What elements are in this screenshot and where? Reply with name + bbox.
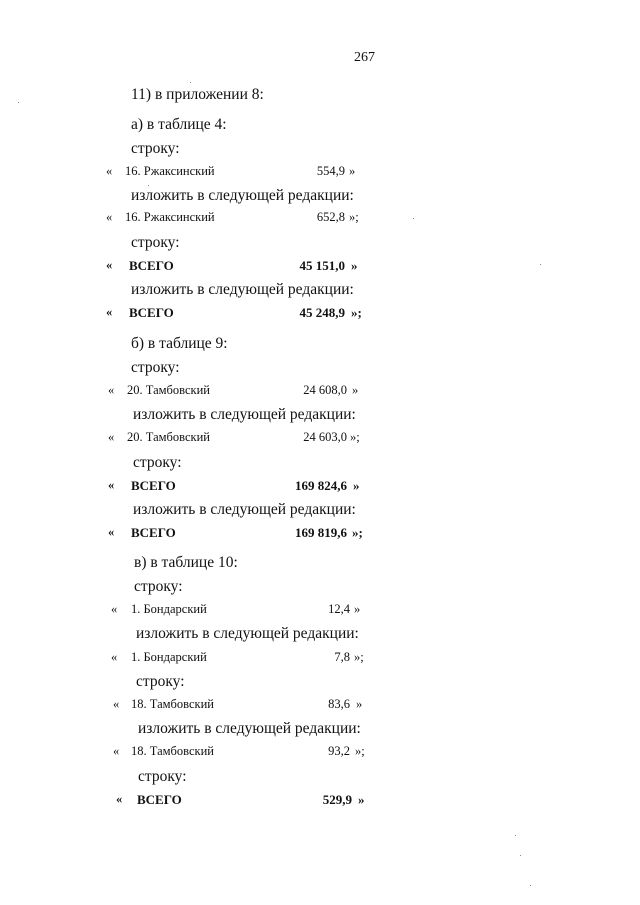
stroku-label: строку: [133, 454, 182, 471]
open-quote: « [108, 383, 115, 397]
row-name: 18. Тамбовский [131, 697, 214, 711]
open-quote: « [106, 258, 113, 272]
stroku-label: строку: [138, 768, 187, 785]
open-quote: « [106, 210, 113, 224]
row-name: 16. Ржаксинский [125, 210, 215, 224]
row-value: 45 151,0 [299, 258, 345, 273]
close-quote: »; [349, 210, 359, 224]
open-quote: « [116, 792, 123, 806]
open-quote: « [108, 430, 115, 444]
section-heading-c: в) в таблице 10: [134, 554, 238, 571]
izlozhit-label: изложить в следующей редакции: [133, 501, 356, 518]
row-value: 83,6 [328, 697, 350, 711]
scan-speck [530, 885, 531, 886]
row-value: 652,8 [316, 210, 345, 224]
izlozhit-label: изложить в следующей редакции: [138, 720, 361, 737]
open-quote: « [108, 478, 115, 492]
open-quote: « [111, 602, 118, 616]
stroku-label: строку: [131, 359, 180, 376]
izlozhit-label: изложить в следующей редакции: [136, 625, 359, 642]
row-name: 20. Тамбовский [127, 430, 210, 444]
page-number: 267 [354, 50, 375, 65]
izlozhit-label: изложить в следующей редакции: [131, 281, 354, 298]
row-value: 45 248,9 [299, 305, 345, 320]
table-row [0, 210, 640, 228]
row-name: 1. Бондарский [131, 650, 207, 664]
row-value: 12,4 [328, 602, 350, 616]
scan-speck [18, 102, 19, 103]
close-quote: »; [354, 650, 364, 664]
close-quote: »; [352, 525, 363, 540]
table-row [0, 744, 640, 762]
row-name: ВСЕГО [131, 525, 176, 540]
close-quote: » [351, 258, 358, 273]
table-row-total [0, 478, 640, 496]
table-row [0, 383, 640, 401]
table-row [0, 697, 640, 715]
row-name: 1. Бондарский [131, 602, 207, 616]
table-row-total [0, 305, 640, 323]
stroku-label: строку: [131, 234, 180, 251]
row-value: 7,8 [334, 650, 350, 664]
row-value: 24 603,0 [303, 430, 347, 444]
open-quote: « [108, 525, 115, 539]
open-quote: « [113, 697, 120, 711]
close-quote: » [354, 602, 361, 616]
table-row-total [0, 792, 640, 810]
close-quote: » [353, 478, 360, 493]
open-quote: « [106, 164, 113, 178]
section-heading-a: а) в таблице 4: [131, 116, 227, 133]
table-row [0, 602, 640, 620]
stroku-label: строку: [131, 140, 180, 157]
stroku-label: строку: [134, 578, 183, 595]
open-quote: « [111, 650, 118, 664]
open-quote: « [106, 305, 113, 319]
table-row-total [0, 525, 640, 543]
intro-line: 11) в приложении 8: [131, 86, 264, 103]
row-value: 24 608,0 [303, 383, 347, 397]
row-name: ВСЕГО [129, 258, 174, 273]
close-quote: »; [350, 430, 360, 444]
scan-speck [190, 82, 191, 83]
close-quote: » [356, 697, 363, 711]
row-name: 16. Ржаксинский [125, 164, 215, 178]
row-value: 529,9 [322, 792, 352, 807]
scan-speck [515, 835, 516, 836]
close-quote: » [358, 792, 365, 807]
table-row [0, 430, 640, 448]
scan-speck [540, 264, 541, 265]
row-name: ВСЕГО [131, 478, 176, 493]
row-value: 554,9 [316, 164, 345, 178]
row-value: 169 819,6 [295, 525, 347, 540]
izlozhit-label: изложить в следующей редакции: [133, 406, 356, 423]
row-name: ВСЕГО [129, 305, 174, 320]
table-row [0, 650, 640, 668]
row-value: 93,2 [328, 744, 350, 758]
close-quote: »; [355, 744, 365, 758]
open-quote: « [113, 744, 120, 758]
table-row [0, 164, 640, 182]
scan-speck [520, 855, 521, 856]
scan-speck [413, 218, 414, 219]
row-name: 18. Тамбовский [131, 744, 214, 758]
section-heading-b: б) в таблице 9: [131, 335, 228, 352]
table-row-total [0, 258, 640, 276]
row-value: 169 824,6 [295, 478, 347, 493]
close-quote: »; [351, 305, 362, 320]
close-quote: » [352, 383, 359, 397]
row-name: ВСЕГО [137, 792, 182, 807]
close-quote: » [349, 164, 356, 178]
izlozhit-label: изложить в следующей редакции: [131, 187, 354, 204]
stroku-label: строку: [136, 673, 185, 690]
row-name: 20. Тамбовский [127, 383, 210, 397]
scan-speck [148, 185, 149, 186]
